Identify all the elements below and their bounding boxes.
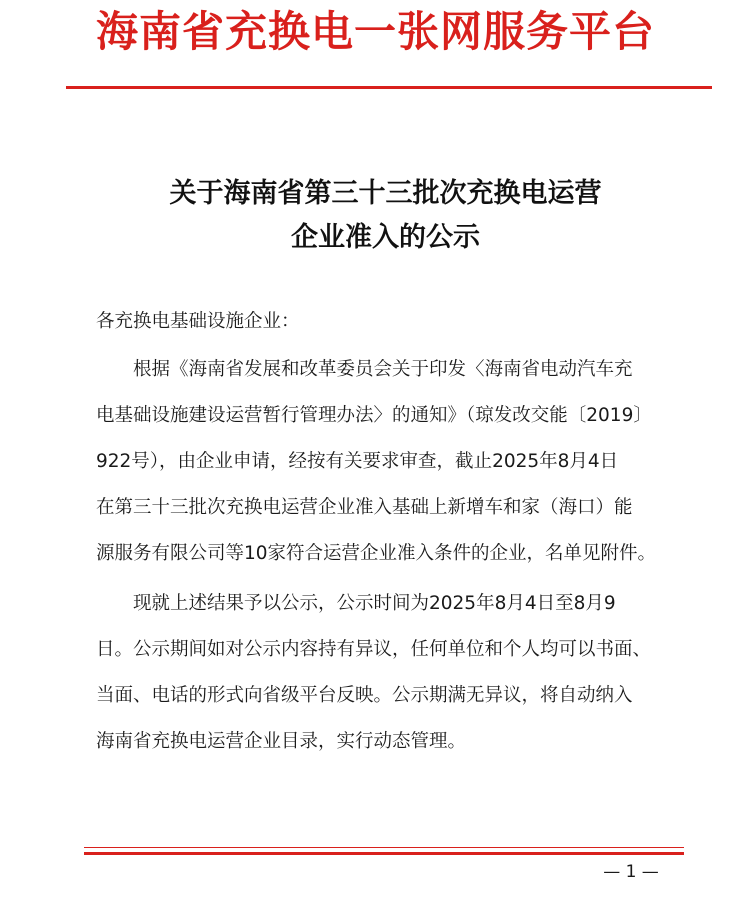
footer-red-rule-thin [84, 847, 684, 848]
body-line: 日。公示期间如对公示内容持有异议，任何单位和个人均可以书面、 [96, 639, 652, 660]
body-line: 根据《海南省发展和改革委员会关于印发〈海南省电动汽车充 [96, 359, 633, 380]
page-number: — 1 — [603, 862, 659, 882]
body-line: 922号），由企业申请，经按有关要求审查，截止2025年8月4日 [96, 451, 619, 472]
document-title-line-2: 企业准入的公示 [291, 222, 480, 253]
header-red-rule [66, 86, 712, 89]
body-line: 源服务有限公司等10家符合运营企业准入条件的企业，名单见附件。 [96, 543, 657, 564]
salutation: 各充换电基础设施企业： [96, 311, 300, 332]
body-line: 现就上述结果予以公示，公示时间为2025年8月4日至8月9 [96, 593, 616, 614]
body-line: 海南省充换电运营企业目录，实行动态管理。 [96, 731, 467, 752]
footer-red-rule-thick [84, 852, 684, 855]
body-line: 电基础设施建设运营暂行管理办法〉的通知》（琼发改交能〔2019〕 [96, 405, 652, 426]
document-title-line-1: 关于海南省第三十三批次充换电运营 [169, 178, 602, 209]
body-line: 当面、电话的形式向省级平台反映。公示期满无异议，将自动纳入 [96, 685, 633, 706]
body-line: 在第三十三批次充换电运营企业准入基础上新增车和家（海口）能 [96, 497, 633, 518]
platform-title: 海南省充换电一张网服务平台 [95, 7, 655, 56]
